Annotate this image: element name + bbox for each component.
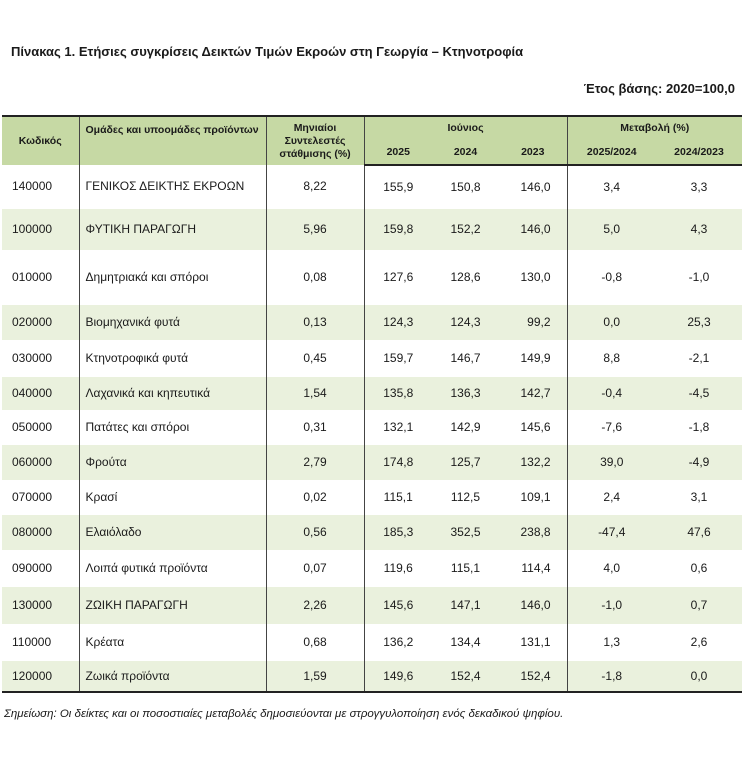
row-value-2024: 136,3 <box>432 376 499 410</box>
row-weight: 0,68 <box>266 624 364 660</box>
row-change-2024-2023: 25,3 <box>656 304 742 340</box>
row-value-2024: 115,1 <box>450 561 481 575</box>
row-code: 090000 <box>2 550 79 586</box>
row-value-2023: 114,4 <box>499 550 567 586</box>
row-value-2025: 136,2 <box>383 635 414 649</box>
header-year-2025: 2025 <box>364 140 432 165</box>
row-change-2024-2023: -4,9 <box>656 444 742 480</box>
row-value-2023: 149,9 <box>499 340 567 376</box>
table-title: Πίνακας 1. Ετήσιες συγκρίσεις Δεικτών Τιμών Εκροών στη Γεωργία – Κτηνοτροφία <box>11 44 524 59</box>
row-value-2023: 146,0 <box>499 208 567 250</box>
header-year-2023: 2023 <box>499 140 567 165</box>
row-value-2023: 145,6 <box>499 410 567 444</box>
row-change-2024-2023: 3,3 <box>690 179 708 194</box>
table-body <box>2 165 742 692</box>
row-weight: 0,45 <box>266 340 364 376</box>
footnote: Σημείωση: Οι δείκτες και οι ποσοστιαίες μεταβολές δημοσιεύονται με στρογγυλοποίηση ενός δεκαδικού ψηφίου. <box>4 708 564 720</box>
row-code: 020000 <box>2 304 79 340</box>
row-change-2025-2024: -0,8 <box>601 270 623 284</box>
row-change-2025-2024: -7,6 <box>601 420 623 434</box>
header-weights: Μηνιαίοι Συντελεστές στάθμισης (%) <box>266 116 364 165</box>
row-name: Ελαιόλαδο <box>79 514 266 550</box>
row-weight: 2,26 <box>266 586 364 624</box>
table-row <box>2 165 742 208</box>
row-code: 030000 <box>2 340 79 376</box>
row-value-2023: 238,8 <box>499 514 567 550</box>
row-code: 120000 <box>2 660 79 692</box>
row-change-2025-2024: 3,4 <box>603 179 621 194</box>
table-row <box>2 624 742 660</box>
row-value-2024: 112,5 <box>450 490 481 504</box>
row-change-2024-2023: -1,0 <box>688 270 710 284</box>
row-value-2024: 152,2 <box>432 208 499 250</box>
row-value-2023: 142,7 <box>499 376 567 410</box>
row-value-2024: 142,9 <box>450 420 481 434</box>
row-name: Κρέατα <box>79 624 266 660</box>
row-name: Πατάτες και σπόροι <box>79 410 266 444</box>
table-row <box>2 410 742 444</box>
row-code: 010000 <box>2 250 79 304</box>
row-change-2025-2024: 4,0 <box>603 561 621 575</box>
row-code: 070000 <box>2 480 79 514</box>
row-change-2025-2024: 1,3 <box>603 635 621 649</box>
row-code: 050000 <box>2 410 79 444</box>
row-change-2024-2023: 0,7 <box>656 586 742 624</box>
row-name: ΦΥΤΙΚΗ ΠΑΡΑΓΩΓΗ <box>79 208 266 250</box>
row-name: Κρασί <box>79 480 266 514</box>
row-change-2025-2024: -1,8 <box>567 660 656 692</box>
row-weight: 5,96 <box>266 208 364 250</box>
row-change-2025-2024: -1,0 <box>567 586 656 624</box>
header-change-2025-2024: 2025/2024 <box>567 140 656 165</box>
price-index-table <box>2 115 742 693</box>
row-change-2024-2023: 47,6 <box>656 514 742 550</box>
row-name: Βιομηχανικά φυτά <box>79 304 266 340</box>
row-value-2024: 134,4 <box>450 635 481 649</box>
row-value-2023: 131,1 <box>499 624 567 660</box>
row-value-2024: 147,1 <box>432 586 499 624</box>
row-weight: 8,22 <box>266 165 364 208</box>
row-name: Λοιπά φυτικά προϊόντα <box>79 550 266 586</box>
row-weight: 2,79 <box>266 444 364 480</box>
row-code: 080000 <box>2 514 79 550</box>
row-value-2023: 99,2 <box>499 304 567 340</box>
row-weight: 1,59 <box>266 660 364 692</box>
table-row <box>2 376 742 410</box>
table-row <box>2 514 742 550</box>
row-weight: 0,56 <box>266 514 364 550</box>
row-value-2023: 152,4 <box>499 660 567 692</box>
row-name: ΓΕΝΙΚΟΣ ΔΕΙΚΤΗΣ ΕΚΡΟΩΝ <box>79 165 266 208</box>
row-code: 100000 <box>2 208 79 250</box>
row-value-2024: 124,3 <box>432 304 499 340</box>
row-change-2025-2024: 39,0 <box>567 444 656 480</box>
row-value-2025: 127,6 <box>383 270 414 284</box>
table-row <box>2 586 742 624</box>
row-change-2025-2024: 2,4 <box>603 490 621 504</box>
row-change-2024-2023: 0,6 <box>690 561 708 575</box>
row-value-2023: 146,0 <box>499 586 567 624</box>
table-row <box>2 550 742 586</box>
row-value-2024: 352,5 <box>432 514 499 550</box>
row-value-2024: 146,7 <box>450 351 481 365</box>
row-value-2024: 150,8 <box>450 179 481 194</box>
row-weight: 0,13 <box>266 304 364 340</box>
row-change-2025-2024: -47,4 <box>567 514 656 550</box>
table-row <box>2 660 742 692</box>
row-value-2023: 146,0 <box>499 165 567 208</box>
row-change-2025-2024: 0,0 <box>567 304 656 340</box>
row-value-2024: 125,7 <box>432 444 499 480</box>
header-year-2024: 2024 <box>432 140 499 165</box>
header-june: Ιούνιος <box>364 116 567 140</box>
table-row <box>2 208 742 250</box>
row-code: 040000 <box>2 376 79 410</box>
row-weight: 0,08 <box>266 250 364 304</box>
row-code: 060000 <box>2 444 79 480</box>
row-change-2024-2023: -4,5 <box>656 376 742 410</box>
row-change-2024-2023: 3,1 <box>690 490 708 504</box>
row-code: 110000 <box>2 624 79 660</box>
header-code: Κωδικός <box>2 116 79 165</box>
row-value-2023: 109,1 <box>499 480 567 514</box>
table-row <box>2 444 742 480</box>
base-year-label: Έτος βάσης: 2020=100,0 <box>583 81 735 96</box>
row-value-2025: 132,1 <box>383 420 414 434</box>
row-change-2024-2023: -1,8 <box>688 420 710 434</box>
table-row <box>2 340 742 376</box>
row-name: Ζωικά προϊόντα <box>79 660 266 692</box>
row-code: 140000 <box>2 165 79 208</box>
row-value-2025: 124,3 <box>364 304 432 340</box>
table-row <box>2 250 742 304</box>
row-change-2025-2024: 8,8 <box>603 351 621 365</box>
row-value-2023: 132,2 <box>499 444 567 480</box>
row-name: Δημητριακά και σπόροι <box>79 250 266 304</box>
row-value-2025: 155,9 <box>383 179 414 194</box>
header-groups: Ομάδες και υποομάδες προϊόντων <box>79 116 266 165</box>
row-code: 130000 <box>2 586 79 624</box>
row-value-2025: 159,7 <box>383 351 414 365</box>
row-weight: 0,02 <box>266 480 364 514</box>
table-row <box>2 480 742 514</box>
row-change-2025-2024: 5,0 <box>567 208 656 250</box>
row-value-2025: 185,3 <box>364 514 432 550</box>
row-value-2025: 135,8 <box>364 376 432 410</box>
row-weight: 0,07 <box>266 550 364 586</box>
row-value-2023: 130,0 <box>499 250 567 304</box>
row-change-2024-2023: 4,3 <box>656 208 742 250</box>
row-change-2024-2023: 2,6 <box>690 635 708 649</box>
row-change-2025-2024: -0,4 <box>567 376 656 410</box>
row-name: ΖΩΙΚΗ ΠΑΡΑΓΩΓΗ <box>79 586 266 624</box>
row-change-2024-2023: -2,1 <box>688 351 710 365</box>
row-value-2025: 119,6 <box>383 561 413 575</box>
row-value-2025: 115,1 <box>383 490 413 504</box>
row-name: Λαχανικά και κηπευτικά <box>79 376 266 410</box>
row-name: Κτηνοτροφικά φυτά <box>79 340 266 376</box>
table-row <box>2 304 742 340</box>
row-name: Φρούτα <box>79 444 266 480</box>
row-value-2025: 145,6 <box>364 586 432 624</box>
row-value-2024: 128,6 <box>450 270 481 284</box>
row-weight: 1,54 <box>266 376 364 410</box>
row-value-2025: 174,8 <box>364 444 432 480</box>
row-value-2024: 152,4 <box>432 660 499 692</box>
row-weight: 0,31 <box>266 410 364 444</box>
row-value-2025: 149,6 <box>364 660 432 692</box>
header-change: Μεταβολή (%) <box>567 116 742 140</box>
row-change-2024-2023: 0,0 <box>656 660 742 692</box>
row-value-2025: 159,8 <box>364 208 432 250</box>
header-change-2024-2023: 2024/2023 <box>656 140 742 165</box>
